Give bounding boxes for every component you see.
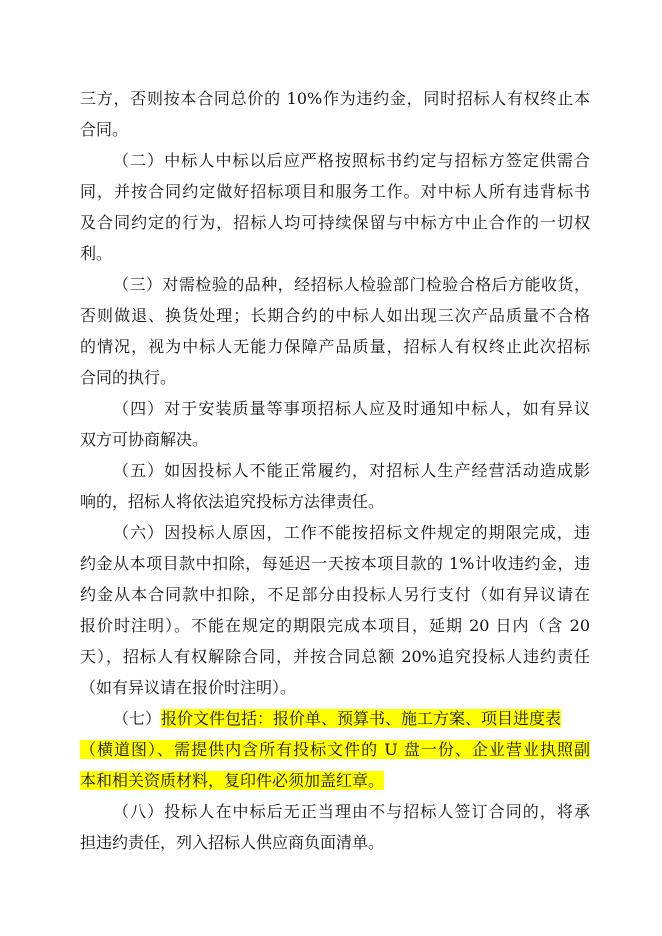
paragraph-6-line: （六）因投标人原因，工作不能按招标文件规定的期限完成，违 — [113, 523, 590, 542]
paragraph-7-number: （七） — [113, 709, 162, 728]
paragraph-8-line: （八）投标人在中标后无正当理由不与招标人签订合同的，将承 — [113, 802, 590, 821]
text-line: 及合同约定的行为，招标人均可持续保留与中标方中止合作的一切权 — [80, 213, 590, 232]
text-line — [80, 766, 590, 796]
text-line: 否则做退、换货处理；长期合约的中标人如出现三次产品质量不合格 — [80, 306, 590, 325]
text-line: （如有异议请在报价时注明）。 — [80, 678, 297, 697]
text-line: 利。 — [80, 244, 113, 263]
text-line — [80, 735, 590, 765]
text-line: 合同。 — [80, 120, 129, 139]
paragraph-7-line — [113, 704, 590, 734]
text-line: 约金从本项目款中扣除，每延迟一天按本项目款的 1%计收违约金，违 — [80, 554, 590, 573]
text-line: 担违约责任，列入招标人供应商负面清单。 — [80, 833, 385, 852]
highlighted-text: 本和相关资质材料，复印件必须加盖红章。 — [80, 771, 385, 790]
text-line: 天），招标人有权解除合同，并按合同总额 20%追究投标人违约责任 — [80, 647, 590, 666]
text-line: 同，并按合同约定做好招标项目和服务工作。对中标人所有违背标书 — [80, 182, 590, 201]
text-line: 约金从本合同款中扣除，不足部分由投标人另行支付（如有异议请在 — [80, 585, 590, 604]
text-line: 三方，否则按本合同总价的 10%作为违约金，同时招标人有权终止本 — [80, 89, 590, 108]
paragraph-4-line: （四）对于安装质量等事项招标人应及时通知中标人，如有异议 — [113, 399, 590, 418]
paragraph-5-line: （五）如因投标人不能正常履约，对招标人生产经营活动造成影 — [113, 461, 590, 480]
text-line: 合同的执行。 — [80, 368, 177, 387]
paragraph-3-line: （三）对需检验的品种，经招标人检验部门检验合格后方能收货， — [113, 275, 590, 294]
paragraph-2-line: （二）中标人中标以后应严格按照标书约定与招标方签定供需合 — [113, 151, 590, 170]
highlighted-text: 报价文件包括：报价单、预算书、施工方案、项目进度表 — [161, 709, 562, 728]
text-line: 的情况，视为中标人无能力保障产品质量，招标人有权终止此次招标 — [80, 337, 590, 356]
text-line: 响的，招标人将依法追究投标方法律责任。 — [80, 492, 385, 511]
highlighted-text: （横道图）、需提供内含所有投标文件的 U 盘一份、企业营业执照副 — [80, 740, 590, 759]
text-line: 报价时注明）。不能在规定的期限完成本项目，延期 20 日内（含 20 — [80, 616, 590, 635]
text-line: 双方可协商解决。 — [80, 430, 209, 449]
